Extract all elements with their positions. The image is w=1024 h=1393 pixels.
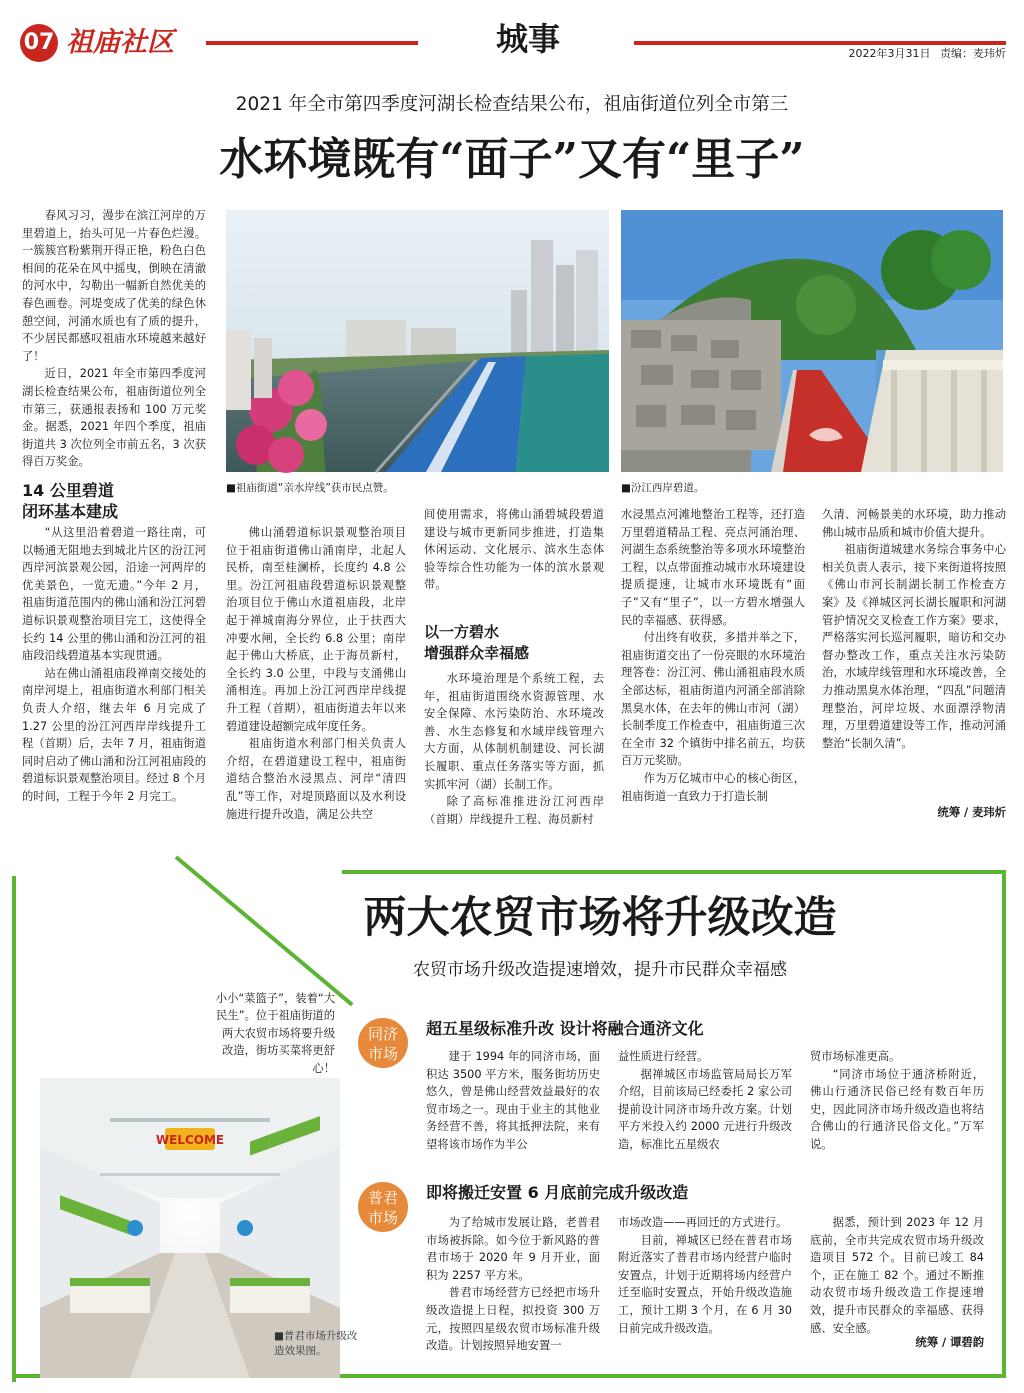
page-number-badge [20,24,58,62]
body-paragraph: 作为万亿城市中心的核心街区，祖庙街道一直致力于打造长制 [621,771,805,803]
label-text: 同济 市场 [367,1025,398,1063]
story1-subhead-greenway: 14 公里碧道 闭环基本建成 [22,481,119,521]
body-paragraph: 久清、河畅景美的水环境，助力推动佛山城市品质和城市价值大提升。 [822,508,1006,539]
pujun-column-1 [426,1214,600,1354]
body-paragraph: 站在佛山涌祖庙段禅南交接处的南岸河堤上，祖庙街道水利部门相关负责人介绍，继去年 6 月完成了 1.27 公里的汾江河西岸岸线提升工程（首期）后，去年 7 月，祖庙街道同时启动了佛山涌和汾江河祖庙段的碧道标识景观整治项目。经过 8 个月的时间，工程于今年 2 月完工。 [22,666,206,803]
body-paragraph: “同济市场位于通济桥附近，佛山行通济民俗已经有数百年历史，因此同济市场升级改造也将结合佛山的行通济民俗文化。”万军说。 [810,1067,984,1151]
story1-column-3 [424,506,604,592]
editor: 责编：麦玮炘 [940,47,1006,60]
photo-west-bank-greenway [621,210,1003,472]
story2-headline: 两大农贸市场将升级改造 [363,893,837,943]
frame-diagonal-2 [12,876,16,1382]
story1-kicker: 2021 年全市第四季度河湖长检查结果公布，祖庙街道位列全市第三 [235,94,789,115]
body-paragraph: “从这里沿着碧道一路往南，可以畅通无阻地去到城北片区的汾江河西岸河滨景观公园，沿途一河两岸的优美景色，一览无遗。”今年 2 月，祖庙街道范围内的佛山涌和汾江河碧道标识景观整治项目完工，这使得全长约 14 公里的佛山涌和汾江河的祖庙段沿线碧道基本实现贯通。 [22,526,206,663]
label-text: 普君 市场 [367,1189,398,1227]
label-tongji-market [358,1018,408,1068]
tongji-column-3 [810,1048,984,1158]
tongji-market-title: 超五星级标准升改 设计将融合通济文化 [426,1019,704,1038]
body-paragraph: 水浸黑点河滩地整治工程等，还打造万里碧道精品工程、亮点河涌治理、河湖生态系统整治等多项水环境整治工程，以点带面推动城市水环境建设提质提速，让城市水环境既有“面子”又有“里子”，以一方碧水增强人民的幸福感、获得感。 [621,508,805,627]
masthead-rule-right [634,41,1006,45]
story1-column-3b [424,670,604,824]
label-pujun-market [358,1182,408,1232]
story1-headline: 水环境既有“面子”又有“里子” [219,134,805,185]
body-paragraph: 据禅城区市场监管局局长万军介绍，目前该局已经委托 2 家公司提前设计同济市场升改方案。计划平方米投入约 2000 元进行升级改造，标准比五星级农 [618,1067,792,1151]
story2-intro: 小小“菜篮子”，装着“大民生”。位于祖庙街道的两大农贸市场将要升级改造，街坊买菜将更舒心！ [215,992,335,1075]
body-paragraph: 建于 1994 年的同济市场，面积达 3500 平方米，服务街坊历史悠久，曾是佛山经营效益最好的农贸市场之一。现由于业主的其他业务经营不善，将其抵押法院，来有望将该市场作为半公 [426,1050,600,1151]
body-paragraph: 益性质进行经营。 [618,1050,709,1063]
body-paragraph: 付出终有收获，多措并举之下，祖庙街道交出了一份亮眼的水环境治理答卷：汾江河、佛山涌祖庙段水质全部达标，祖庙街道内河涌全部消除黑臭水体，在去年的佛山市河（湖）长制季度工作检查中，祖庙街道三次在全市 32 个镇街中排名前五，均获百万元奖励。 [621,631,805,768]
tongji-column-1 [426,1048,600,1158]
body-paragraph: 据悉，预计到 2023 年 12 月底前，全市共完成农贸市场升级改造项目 572 个。目前已竣工 84 个，正在施工 82 个。通过不断推动农贸市场升级改造工作提速增效，提升市民群众的幸福感、获得感、安全感。 [810,1216,984,1335]
lead-paragraph: 春风习习，漫步在滨江河岸的万里碧道上，抬头可见一片春色烂漫。一簇簇宫粉紫荆开得正艳，粉色白色相间的花朵在风中摇曳，倒映在清澈的河水中，勾勒出一幅新自然优美的春色画卷。河堤变成了优美的绿色休憩空间，河涌水质也有了质的提升，不少居民都感叹祖庙水环境越来越好了！ [22,209,206,363]
issue-info [790,47,1006,61]
photo1-caption: ■祖庙街道“亲水岸线”获市民点赞。 [226,482,394,494]
story1-column-4 [621,506,805,824]
body-paragraph: 目前，禅城区已经在普君市场附近落实了普君市场内经营户临时安置点，计划于近期将场内经营户迁至临时安置点，开始升级改造施工，预计工期 3 个月，在 6 月 30 日前完成升级改造。 [618,1233,792,1335]
masthead-rule-left [206,41,418,45]
market-sign-text: WELCOME [155,1133,225,1147]
body-paragraph: 佛山涌碧道标识景观整治项目位于祖庙街道佛山涌南岸，北起人民桥，南至桂澜桥，长度约 4.8 公里。汾江河祖庙段碧道标识景观整治项目位于佛山水道祖庙段，北岸起于禅城南海分界位，止于扶西大冲要水闸，全长约 6.8 公里；南岸起于佛山大桥底，止于海员新村，全长约 3.0 公里，中段与支涌佛山涌相连。再加上汾江河西岸岸线提升工程（首期），祖庙街道去年以来碧道建设超额完成年度任务。 [226,526,406,733]
story1-column-5 [822,506,1006,796]
issue-date: 2022年3月31日 [848,47,931,60]
story1-lead [22,207,206,469]
story2-byline: 统筹 / 谭碧韵 [915,1336,984,1349]
body-paragraph: 水环境治理是个系统工程，去年，祖庙街道围绕水资源管理、水安全保障、水污染防治、水环境改善、水生态修复和水域岸线管理六大方面，从体制机制建设、河长湖长履职、重点任务落实等方面，抓实抓牢河（湖）长制工作。 [424,672,604,791]
body-paragraph: 为了给城市发展让路，老普君市场被拆除。如今位于新风路的普君市场于 2020 年 9 月开业，面积为 2257 平方米。 [426,1216,600,1282]
section-category: 城事 [495,20,560,58]
body-paragraph: 市场改造——再回迁的方式进行。 [618,1216,788,1229]
body-paragraph: 祖庙街道城建水务综合事务中心相关负责人表示，接下来街道将按照《佛山市河长制湖长制工作检查方案》及《禅城区河长湖长履职和河湖管护情况交叉检查工作方案》要求，严格落实河长巡河履职，暗访和交办督办整改工作，重点关注水污染防治，水域岸线管理和水环境改善，全力推动黑臭水体治理，“四乱”问题清理整治，河岸垃圾、水面漂浮物清理，万里碧道建设等工作，推动河涌整治“长制久清”。 [822,543,1006,750]
body-paragraph: 贸市场标准更高。 [810,1050,901,1063]
body-paragraph: 除了高标准推进汾江河西岸（首期）岸线提升工程、海员新村 [424,795,604,826]
body-paragraph: 普君市场经营方已经把市场升级改造提上日程，拟投资 300 万元，按照四星级农贸市场标准升级改造。计划按照异地安置一 [426,1286,600,1353]
photo-riverside-greenway [226,210,609,472]
lead-paragraph: 近日，2021 年全市第四季度河湖长检查结果公布，祖庙街道位列全市第三，获通报表扬和 100 万元奖金。据悉，2021 年四个季度，祖庙街道共 3 次位列全市前五名，3 次获得百万奖金。 [22,367,206,469]
body-paragraph: 祖庙街道水利部门相关负责人介绍，在碧道建设工程中，祖庙街道结合整治水浸黑点、河岸“清四乱”等工作，对堤顶路面以及水利设施进行提升改造，满足公共空 [226,737,406,821]
page-number: 07 [23,30,55,55]
story1-byline: 统筹 / 麦玮炘 [937,806,1006,819]
section-name: 祖庙社区 [66,27,174,58]
pujun-column-2 [618,1214,792,1354]
story1-column-1 [22,524,206,824]
body-paragraph: 间使用需求，将佛山涌碧城段碧道建设与城市更新同步推进，打造集休闲运动、文化展示、滨水生态体验等综合性功能为一体的滨水景观带。 [424,508,604,592]
tongji-column-2 [618,1048,792,1158]
story1-subhead-happiness: 以一方碧水 增强群众幸福感 [424,623,530,662]
story1-column-2 [226,524,406,824]
photo2-caption: ■汾江西岸碧道。 [621,482,705,494]
story2-subtitle: 农贸市场升级改造提速增效，提升市民群众幸福感 [413,960,787,980]
market-photo-caption: ■普君市场升级改造效果图。 [274,1330,358,1357]
pujun-column-3 [810,1214,984,1335]
pujun-market-title: 即将搬迁安置 6 月底前完成升级改造 [426,1183,689,1202]
